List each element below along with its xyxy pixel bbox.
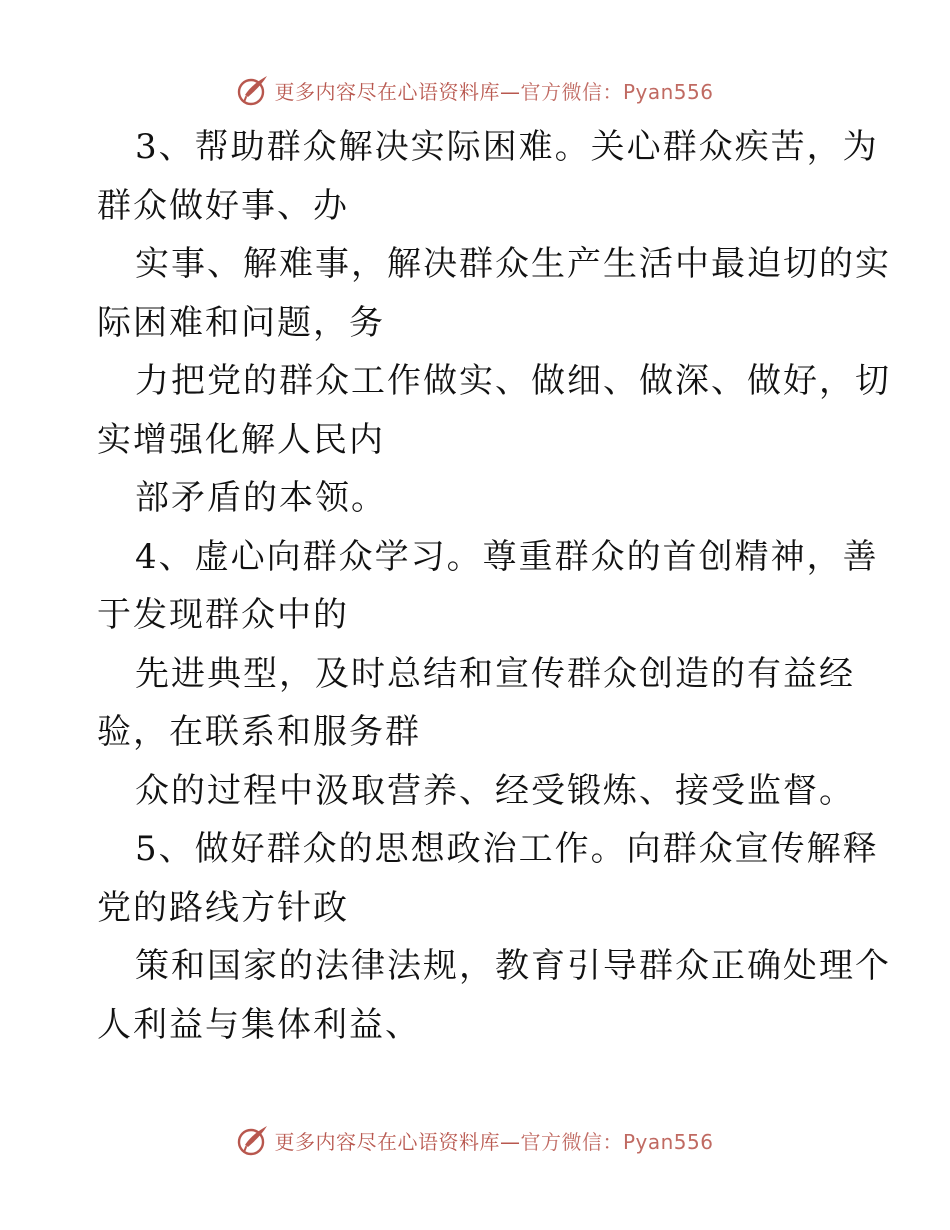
text-line: 3、帮助群众解决实际困难。关心群众疾苦，为	[135, 127, 879, 167]
text-line: 群众做好事、办	[97, 185, 349, 226]
text-line: 于发现群众中的	[97, 595, 349, 635]
text-line: 策和国家的法律法规，教育引导群众正确处理个	[135, 946, 891, 986]
banner-wechat-text: 官方微信：Pyan556	[520, 79, 714, 104]
footer-banner	[0, 1118, 950, 1162]
text-line: 4、虚心向群众学习。尊重群众的首创精神，善	[135, 536, 879, 577]
text-line: 际困难和问题，务	[97, 302, 385, 343]
text-line: 党的路线方针政	[97, 887, 349, 928]
text-line: 部矛盾的本领。	[135, 478, 387, 518]
text-line: 众的过程中汲取营养、经受锻炼、接受监督。	[135, 770, 855, 811]
banner-separator: —	[499, 79, 521, 104]
text-line: 验，在联系和服务群	[97, 712, 421, 752]
banner-site-text: 更多内容尽在心语资料库	[274, 79, 500, 104]
quill-pen-logo-icon	[236, 73, 270, 107]
header-banner	[0, 68, 950, 112]
banner-site-text: 更多内容尽在心语资料库	[274, 1129, 500, 1154]
text-line: 5、做好群众的思想政治工作。向群众宣传解释	[135, 829, 879, 869]
banner-separator: —	[499, 1129, 521, 1154]
banner-text	[274, 1126, 713, 1155]
text-line: 实增强化解人民内	[97, 419, 385, 460]
document-body	[97, 118, 891, 1054]
banner-wechat-text: 官方微信：Pyan556	[520, 1129, 714, 1154]
text-line: 人利益与集体利益、	[97, 1004, 421, 1045]
text-line: 先进典型，及时总结和宣传群众创造的有益经	[135, 653, 855, 694]
text-line: 力把党的群众工作做实、做细、做深、做好，切	[135, 361, 891, 401]
banner-text	[274, 76, 713, 105]
text-line: 实事、解难事，解决群众生产生活中最迫切的实	[135, 244, 891, 284]
quill-pen-logo-icon	[236, 1123, 270, 1157]
